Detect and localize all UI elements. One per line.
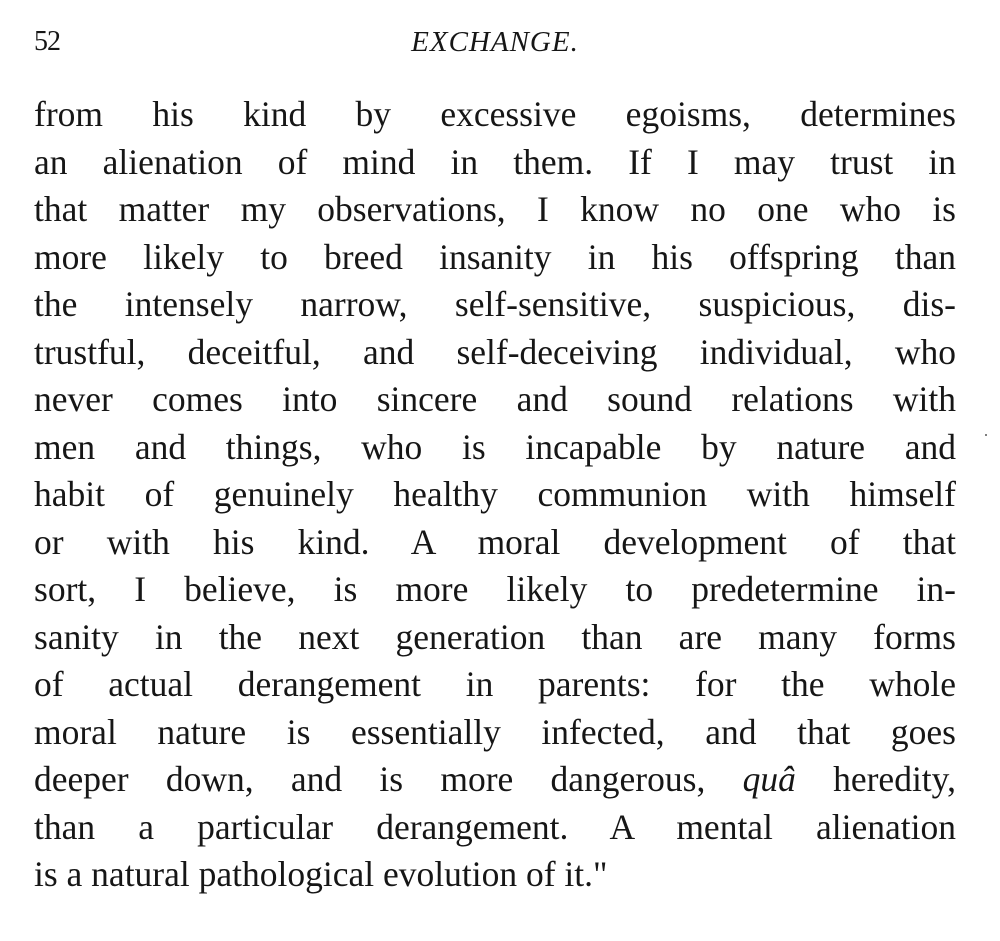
print-speck xyxy=(985,434,987,436)
text-line: more likely to breed insanity in his offspring than xyxy=(34,236,956,277)
text-line-with-italic xyxy=(34,756,956,804)
text-line: than a particular derangement. A mental alienation xyxy=(34,806,956,847)
text-line: trustful, deceitful, and self-deceiving individual, who xyxy=(34,331,956,372)
text-line: that matter my observations, I know no one who is xyxy=(34,189,956,229)
text-segment: deeper down, and is more dangerous, xyxy=(34,759,743,799)
running-head xyxy=(34,22,956,62)
body-text xyxy=(34,91,956,899)
text-line: sanity in the next generation than are many forms xyxy=(34,616,956,657)
text-line: or with his kind. A moral development of that xyxy=(34,521,956,562)
text-line: from his kind by excessive egoisms, determines xyxy=(34,94,956,134)
text-line-last: is a natural pathological evolution of it." xyxy=(34,854,608,894)
text-segment: heredity, xyxy=(795,759,956,799)
text-line: an alienation of mind in them. If I may trust in xyxy=(34,141,956,182)
page-number: 52 xyxy=(34,26,60,57)
text-line: never comes into sincere and sound relations with xyxy=(34,379,956,419)
text-line: moral nature is essentially infected, and that goes xyxy=(34,711,956,752)
text-line: men and things, who is incapable by nature and xyxy=(34,426,956,467)
text-line: sort, I believe, is more likely to predetermine in- xyxy=(34,569,956,609)
text-line: of actual derangement in parents: for the whole xyxy=(34,664,956,704)
running-title: EXCHANGE. xyxy=(411,26,579,58)
italic-word: quâ xyxy=(742,759,796,799)
text-line: habit of genuinely healthy communion with himself xyxy=(34,474,956,514)
text-line: the intensely narrow, self-sensitive, suspicious, dis- xyxy=(34,284,956,324)
